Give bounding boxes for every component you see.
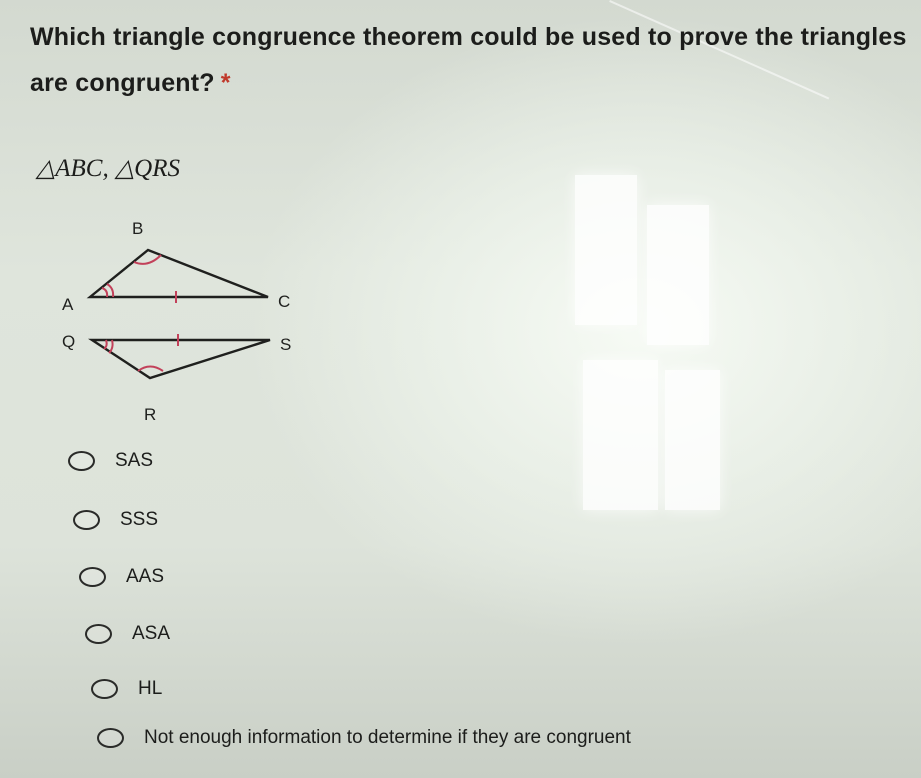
- vertex-label-s: S: [280, 335, 292, 354]
- triangles-label: △ABC, △QRS: [36, 155, 180, 182]
- angle-mark-q-2: [109, 340, 113, 353]
- radio-button[interactable]: [97, 728, 124, 748]
- vertex-label-c: C: [278, 292, 291, 311]
- window-reflection: [575, 175, 725, 515]
- required-marker: *: [220, 69, 231, 97]
- angle-mark-r: [138, 367, 163, 372]
- vertex-label-r: R: [144, 405, 157, 424]
- option-not-enough-info[interactable]: [97, 727, 631, 749]
- question-text: [30, 14, 910, 106]
- triangle-qrs: [92, 340, 270, 378]
- option-label: AAS: [126, 566, 165, 587]
- vertex-label-a: A: [62, 295, 74, 314]
- triangle-abc: [90, 250, 268, 297]
- radio-button[interactable]: [91, 679, 118, 699]
- option-sss[interactable]: [73, 509, 158, 531]
- vertex-label-q: Q: [62, 332, 76, 351]
- angle-mark-a: [102, 288, 107, 297]
- option-label: SAS: [115, 450, 154, 471]
- question-label: Which triangle congruence theorem could be used to prove the triangles are congruent?: [30, 23, 907, 97]
- option-sas[interactable]: [68, 450, 153, 472]
- option-label: ASA: [132, 623, 171, 644]
- option-asa[interactable]: [85, 623, 170, 645]
- option-label: HL: [138, 678, 163, 699]
- radio-button[interactable]: [85, 624, 112, 644]
- option-aas[interactable]: [79, 566, 164, 588]
- angle-mark-q: [104, 340, 107, 349]
- triangle-figure: [50, 210, 310, 440]
- vertex-label-b: B: [132, 219, 144, 238]
- option-hl[interactable]: [91, 678, 162, 700]
- radio-button[interactable]: [73, 510, 100, 530]
- option-label: SSS: [120, 509, 159, 530]
- radio-button[interactable]: [79, 567, 106, 587]
- option-label: Not enough information to determine if they are congruent: [144, 727, 631, 748]
- radio-button[interactable]: [68, 451, 95, 471]
